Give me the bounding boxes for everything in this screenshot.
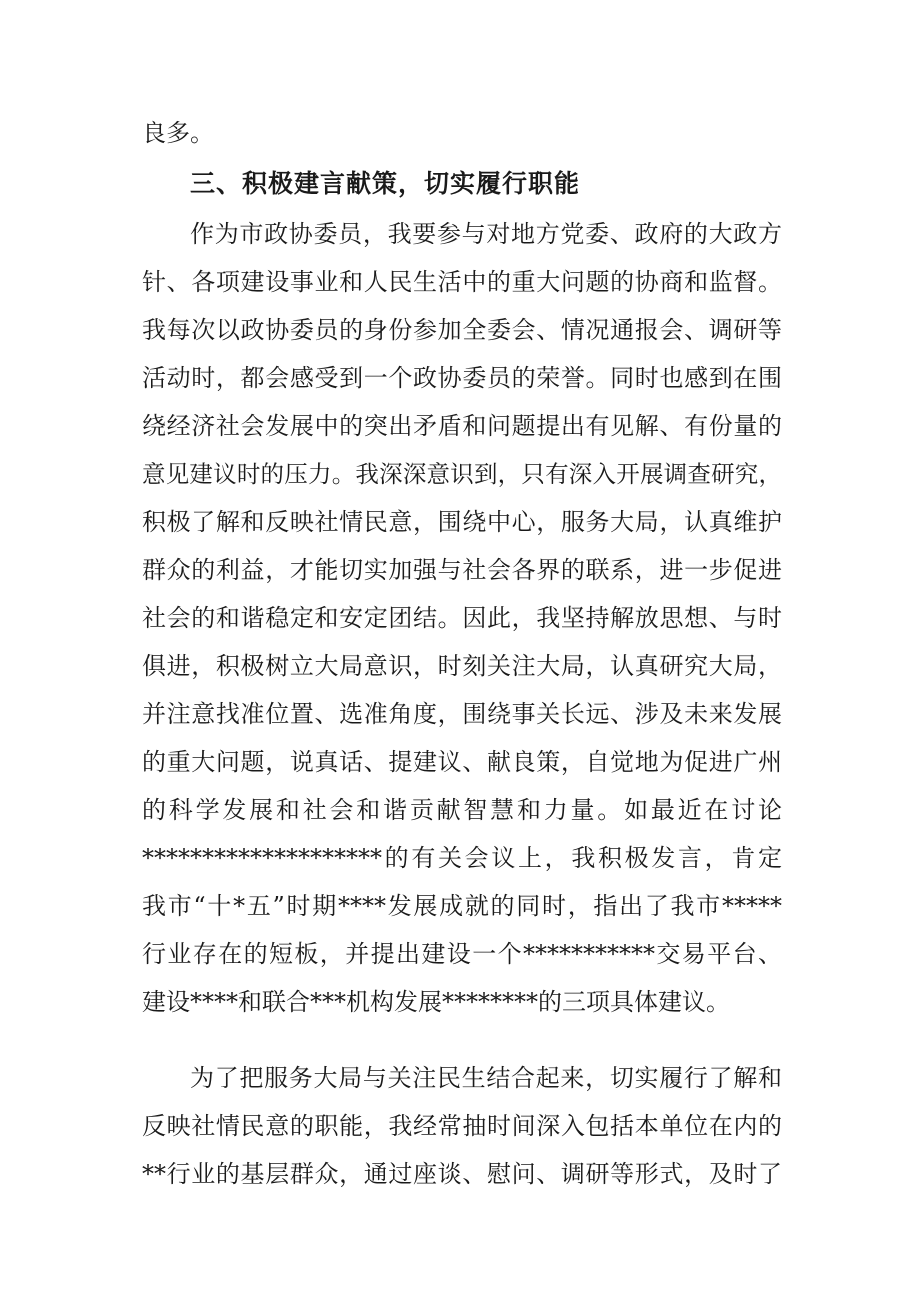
paragraph-line: 针、各项建设事业和人民生活中的重大问题的协商和监督。 [142,268,782,296]
paragraph-line: 并注意找准位置、选准角度，围绕事关长远、涉及未来发展 [142,700,782,728]
paragraph-line: 活动时，都会感受到一个政协委员的荣誉。同时也感到在围 [142,364,782,392]
paragraph-line: 我市“十*五”时期****发展成就的同时，指出了我市***** [142,892,782,920]
paragraph-line: 为了把服务大局与关注民生结合起来，切实履行了解和 [190,1064,782,1092]
paragraph-line: 建设****和联合***机构发展********的三项具体建议。 [142,988,730,1016]
carry-over-line: 良多。 [142,119,214,147]
paragraph-line: 社会的和谐稳定和安定团结。因此，我坚持解放思想、与时 [142,604,782,632]
paragraph-line: 的重大问题，说真话、提建议、献良策，自觉地为促进广州 [142,748,782,776]
paragraph-line: ********************的有关会议上，我积极发言，肯定 [142,844,782,872]
paragraph-line: 反映社情民意的职能，我经常抽时间深入包括本单位在内的 [142,1112,782,1140]
paragraph-line: 行业存在的短板，并提出建设一个***********交易平台、 [142,940,782,968]
paragraph-line: 的科学发展和社会和谐贡献智慧和力量。如最近在讨论 [142,796,782,824]
paragraph-line: 我每次以政协委员的身份参加全委会、情况通报会、调研等 [142,316,782,344]
paragraph-line: 绕经济社会发展中的突出矛盾和问题提出有见解、有份量的 [142,412,782,440]
paragraph-line: 作为市政协委员，我要参与对地方党委、政府的大政方 [190,220,782,248]
paragraph-line: 俱进，积极树立大局意识，时刻关注大局，认真研究大局， [142,652,782,680]
section-heading: 三、积极建言献策，切实履行职能 [190,169,581,198]
paragraph-line: 积极了解和反映社情民意，围绕中心，服务大局，认真维护 [142,508,782,536]
paragraph-line: 群众的利益，才能切实加强与社会各界的联系，进一步促进 [142,556,782,584]
paragraph-line: 意见建议时的压力。我深深意识到，只有深入开展调查研究， [142,460,782,488]
paragraph-line: **行业的基层群众，通过座谈、慰问、调研等形式，及时了 [142,1160,782,1188]
